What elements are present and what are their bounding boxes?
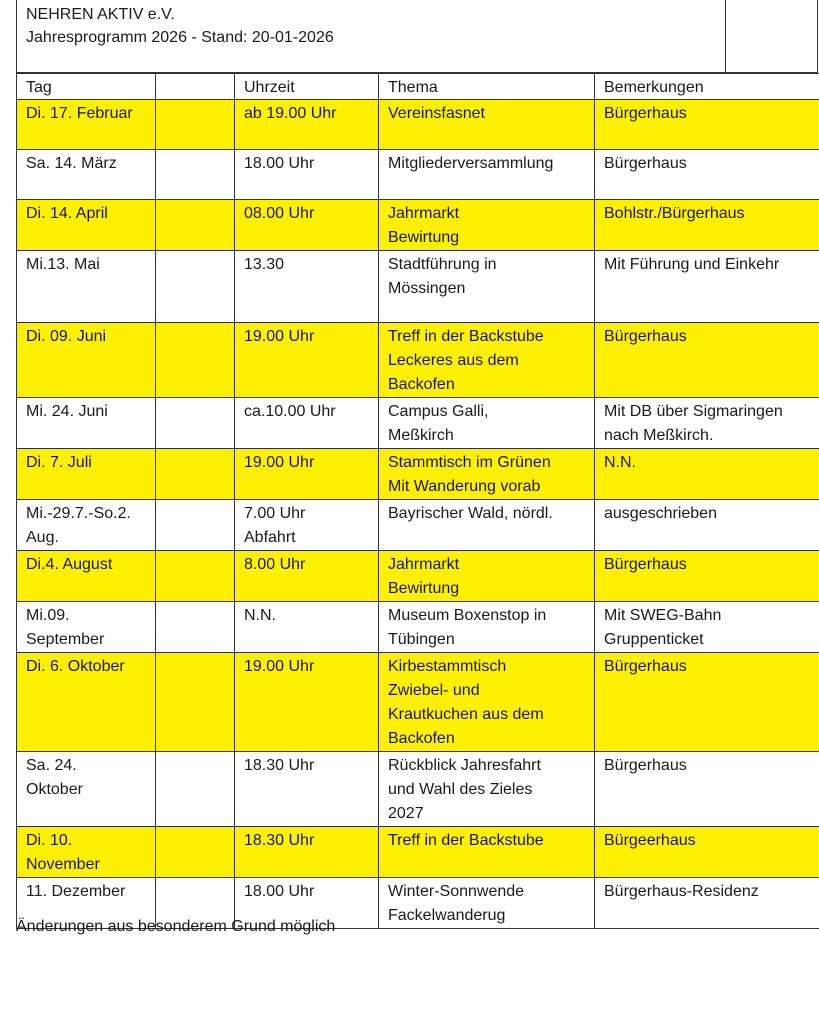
cell-tag: Di. 17. Februar xyxy=(17,100,156,150)
cell-empty xyxy=(156,551,235,602)
document-header xyxy=(16,0,818,73)
cell-tag: Mi.-29.7.-So.2. Aug. xyxy=(17,500,156,551)
cell-tag: Sa. 14. März xyxy=(17,150,156,200)
header-uhrzeit: Uhrzeit xyxy=(235,74,379,100)
cell-uhrzeit: 18.30 Uhr xyxy=(235,752,379,827)
cell-bemerkung: Bürgerhaus xyxy=(595,323,819,398)
cell-tag: Sa. 24. Oktober xyxy=(17,752,156,827)
cell-thema: Treff in der Backstube xyxy=(379,827,595,878)
cell-empty xyxy=(156,500,235,551)
table-row xyxy=(17,398,819,449)
cell-uhrzeit: 18.00 Uhr xyxy=(235,878,379,929)
table-row xyxy=(17,827,819,878)
cell-bemerkung: Mit Führung und Einkehr xyxy=(595,251,819,323)
cell-uhrzeit: 7.00 Uhr Abfahrt xyxy=(235,500,379,551)
cell-uhrzeit: ca.10.00 Uhr xyxy=(235,398,379,449)
header-tag: Tag xyxy=(17,74,156,100)
table-row xyxy=(17,449,819,500)
cell-uhrzeit: N.N. xyxy=(235,602,379,653)
table-row xyxy=(17,323,819,398)
table-row xyxy=(17,653,819,752)
header-bemerkungen: Bemerkungen xyxy=(595,74,819,100)
table-row xyxy=(17,150,819,200)
cell-bemerkung: Bürgerhaus xyxy=(595,653,819,752)
cell-empty xyxy=(156,653,235,752)
cell-thema: Jahrmarkt Bewirtung xyxy=(379,200,595,251)
cell-empty xyxy=(156,827,235,878)
header-empty xyxy=(156,74,235,100)
cell-bemerkung: N.N. xyxy=(595,449,819,500)
cell-bemerkung: Mit DB über Sigmaringen nach Meßkirch. xyxy=(595,398,819,449)
cell-bemerkung: Bürgerhaus xyxy=(595,100,819,150)
organization-name: NEHREN AKTIV e.V. xyxy=(26,6,175,23)
cell-uhrzeit: 08.00 Uhr xyxy=(235,200,379,251)
cell-thema: Kirbestammtisch Zwiebel- und Krautkuchen aus dem Backofen xyxy=(379,653,595,752)
cell-bemerkung: Mit SWEG-Bahn Gruppenticket xyxy=(595,602,819,653)
cell-uhrzeit: 8.00 Uhr xyxy=(235,551,379,602)
cell-thema: Stammtisch im Grünen Mit Wanderung vorab xyxy=(379,449,595,500)
table-row xyxy=(17,500,819,551)
cell-empty xyxy=(156,449,235,500)
footer-note: Änderungen aus besonderem Grund möglich xyxy=(16,918,336,935)
cell-uhrzeit: 19.00 Uhr xyxy=(235,323,379,398)
cell-thema: Stadtführung in Mössingen xyxy=(379,251,595,323)
cell-thema: Rückblick Jahresfahrt und Wahl des Zieles 2027 xyxy=(379,752,595,827)
cell-thema: Vereinsfasnet xyxy=(379,100,595,150)
cell-bemerkung: Bürgerhaus-Residenz xyxy=(595,878,819,929)
cell-uhrzeit: 18.30 Uhr xyxy=(235,827,379,878)
table-row xyxy=(17,602,819,653)
cell-thema: Jahrmarkt Bewirtung xyxy=(379,551,595,602)
table-row xyxy=(17,100,819,150)
cell-bemerkung: Bürgerhaus xyxy=(595,752,819,827)
cell-thema: Museum Boxenstop in Tübingen xyxy=(379,602,595,653)
cell-uhrzeit: 19.00 Uhr xyxy=(235,449,379,500)
cell-bemerkung: Bohlstr./Bürgerhaus xyxy=(595,200,819,251)
cell-thema: Campus Galli, Meßkirch xyxy=(379,398,595,449)
cell-bemerkung: Bürgerhaus xyxy=(595,551,819,602)
cell-empty xyxy=(156,150,235,200)
cell-bemerkung: Bürgeerhaus xyxy=(595,827,819,878)
program-subtitle: Jahresprogramm 2026 - Stand: 20-01-2026 xyxy=(26,29,334,46)
cell-tag: Di. 09. Juni xyxy=(17,323,156,398)
cell-thema: Treff in der Backstube Leckeres aus dem Backofen xyxy=(379,323,595,398)
cell-uhrzeit: 19.00 Uhr xyxy=(235,653,379,752)
table-row xyxy=(17,752,819,827)
cell-tag: Di. 7. Juli xyxy=(17,449,156,500)
program-table xyxy=(16,73,819,929)
header-divider xyxy=(725,0,726,72)
table-row xyxy=(17,251,819,323)
cell-empty xyxy=(156,323,235,398)
cell-bemerkung: Bürgerhaus xyxy=(595,150,819,200)
cell-thema: Mitgliederversammlung xyxy=(379,150,595,200)
table-row xyxy=(17,200,819,251)
cell-empty xyxy=(156,752,235,827)
cell-tag: Di. 6. Oktober xyxy=(17,653,156,752)
cell-tag: 11. Dezember xyxy=(17,878,156,929)
cell-uhrzeit: ab 19.00 Uhr xyxy=(235,100,379,150)
cell-thema: Bayrischer Wald, nördl. xyxy=(379,500,595,551)
table-header-row xyxy=(17,74,819,100)
cell-thema: Winter-Sonnwende Fackelwanderug xyxy=(379,878,595,929)
cell-tag: Mi. 24. Juni xyxy=(17,398,156,449)
cell-tag: Di. 10. November xyxy=(17,827,156,878)
cell-tag: Mi.09. September xyxy=(17,602,156,653)
header-thema: Thema xyxy=(379,74,595,100)
cell-empty xyxy=(156,251,235,323)
cell-bemerkung: ausgeschrieben xyxy=(595,500,819,551)
cell-empty xyxy=(156,398,235,449)
cell-tag: Di.4. August xyxy=(17,551,156,602)
cell-empty xyxy=(156,602,235,653)
cell-tag: Di. 14. April xyxy=(17,200,156,251)
cell-empty xyxy=(156,200,235,251)
table-row xyxy=(17,551,819,602)
cell-tag: Mi.13. Mai xyxy=(17,251,156,323)
cell-uhrzeit: 18.00 Uhr xyxy=(235,150,379,200)
cell-empty xyxy=(156,100,235,150)
cell-uhrzeit: 13.30 xyxy=(235,251,379,323)
